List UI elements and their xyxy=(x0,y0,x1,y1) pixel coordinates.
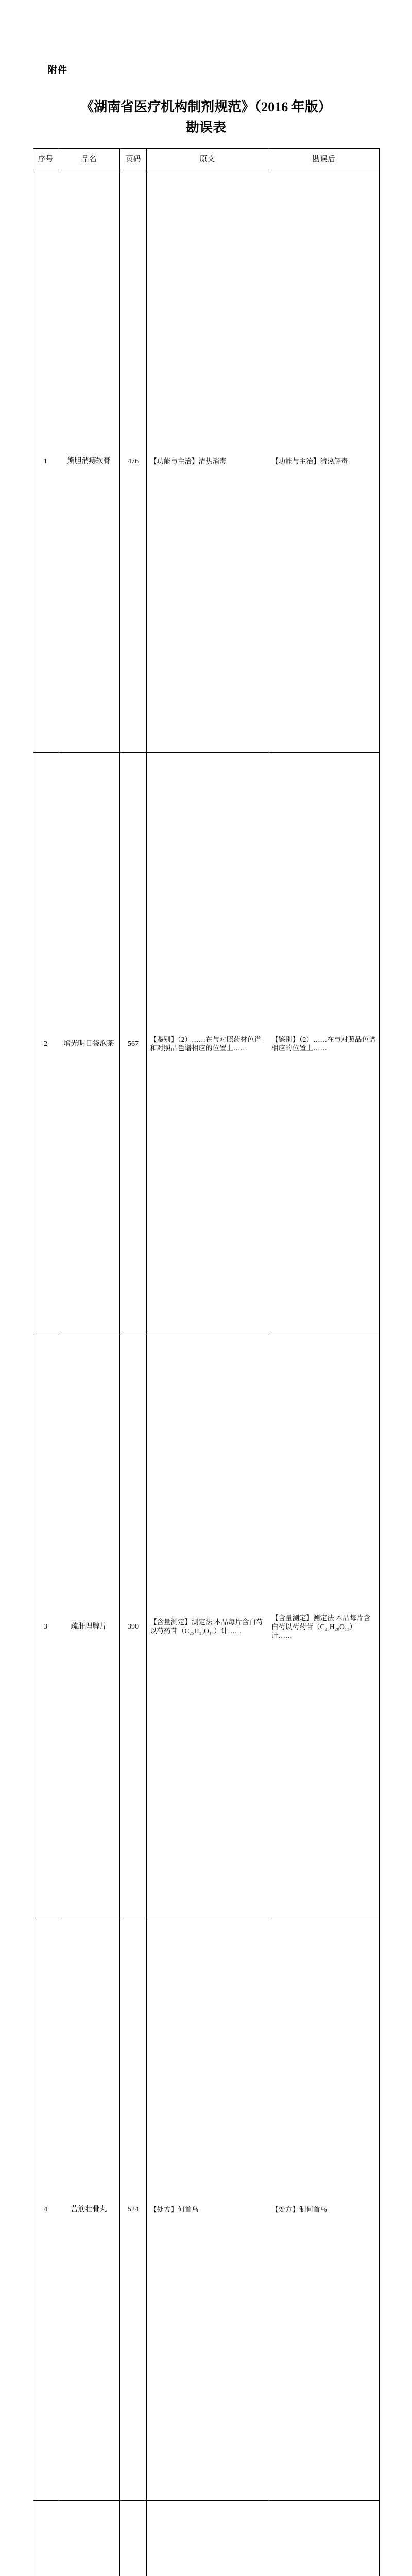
cell-corrected-text: 【功能与主治】清热解毒 xyxy=(268,170,380,753)
cell-original-text xyxy=(147,2501,268,2576)
cell-corrected-text xyxy=(268,2501,380,2576)
table-row xyxy=(33,1335,380,1918)
page-title xyxy=(0,97,412,138)
cell-page-number: 476 xyxy=(120,170,147,753)
cell-page-number: 524 xyxy=(120,1918,147,2501)
cell-product-name: 熊胆消痔软膏 xyxy=(58,170,120,753)
attachment-label: 附件 xyxy=(48,63,67,76)
cell-seq: 2 xyxy=(33,753,58,1335)
cell-product-name xyxy=(58,2501,120,2576)
cell-page-number: 567 xyxy=(120,753,147,1335)
column-header-name: 品名 xyxy=(58,149,120,170)
table-row xyxy=(33,1918,380,2501)
title-line-1: 《湖南省医疗机构制剂规范》（2016 年版） xyxy=(80,99,332,114)
table-body xyxy=(33,170,380,2576)
cell-original-text: 【鉴别】（2）……在与对照药材色谱和对照品色谱相应的位置上…… xyxy=(147,753,268,1335)
cell-original-text: 【含量测定】测定法 本品每片含白芍以芍药苷（C₂₅H₂₈O₁₄）计…… xyxy=(147,1335,268,1918)
table-header-row xyxy=(33,149,380,170)
cell-seq: 1 xyxy=(33,170,58,753)
cell-original-text: 【处方】何首乌 xyxy=(147,1918,268,2501)
cell-page-number: 390 xyxy=(120,1335,147,1918)
title-line-2: 勘误表 xyxy=(0,117,412,138)
table-row xyxy=(33,170,380,753)
document-page xyxy=(0,0,412,583)
cell-product-name: 增光明目袋泡茶 xyxy=(58,753,120,1335)
cell-original-text: 【功能与主治】清热消毒 xyxy=(147,170,268,753)
column-header-corrected: 勘误后 xyxy=(268,149,380,170)
table-row xyxy=(33,753,380,1335)
cell-seq xyxy=(33,2501,58,2576)
cell-corrected-text: 【鉴别】（2）……在与对照品色谱相应的位置上…… xyxy=(268,753,380,1335)
column-header-seq: 序号 xyxy=(33,149,58,170)
cell-corrected-text: 【含量测定】测定法 本品每片含白芍以芍药苷（C₂₃H₂₈O₁₁）计…… xyxy=(268,1335,380,1918)
cell-page-number xyxy=(120,2501,147,2576)
column-header-original: 原文 xyxy=(147,149,268,170)
errata-table xyxy=(33,148,380,2576)
column-header-page: 页码 xyxy=(120,149,147,170)
cell-product-name: 疏肝理脾片 xyxy=(58,1335,120,1918)
table-row xyxy=(33,2501,380,2576)
cell-seq: 4 xyxy=(33,1918,58,2501)
cell-product-name: 营筋壮骨丸 xyxy=(58,1918,120,2501)
cell-seq: 3 xyxy=(33,1335,58,1918)
cell-corrected-text: 【处方】制何首乌 xyxy=(268,1918,380,2501)
